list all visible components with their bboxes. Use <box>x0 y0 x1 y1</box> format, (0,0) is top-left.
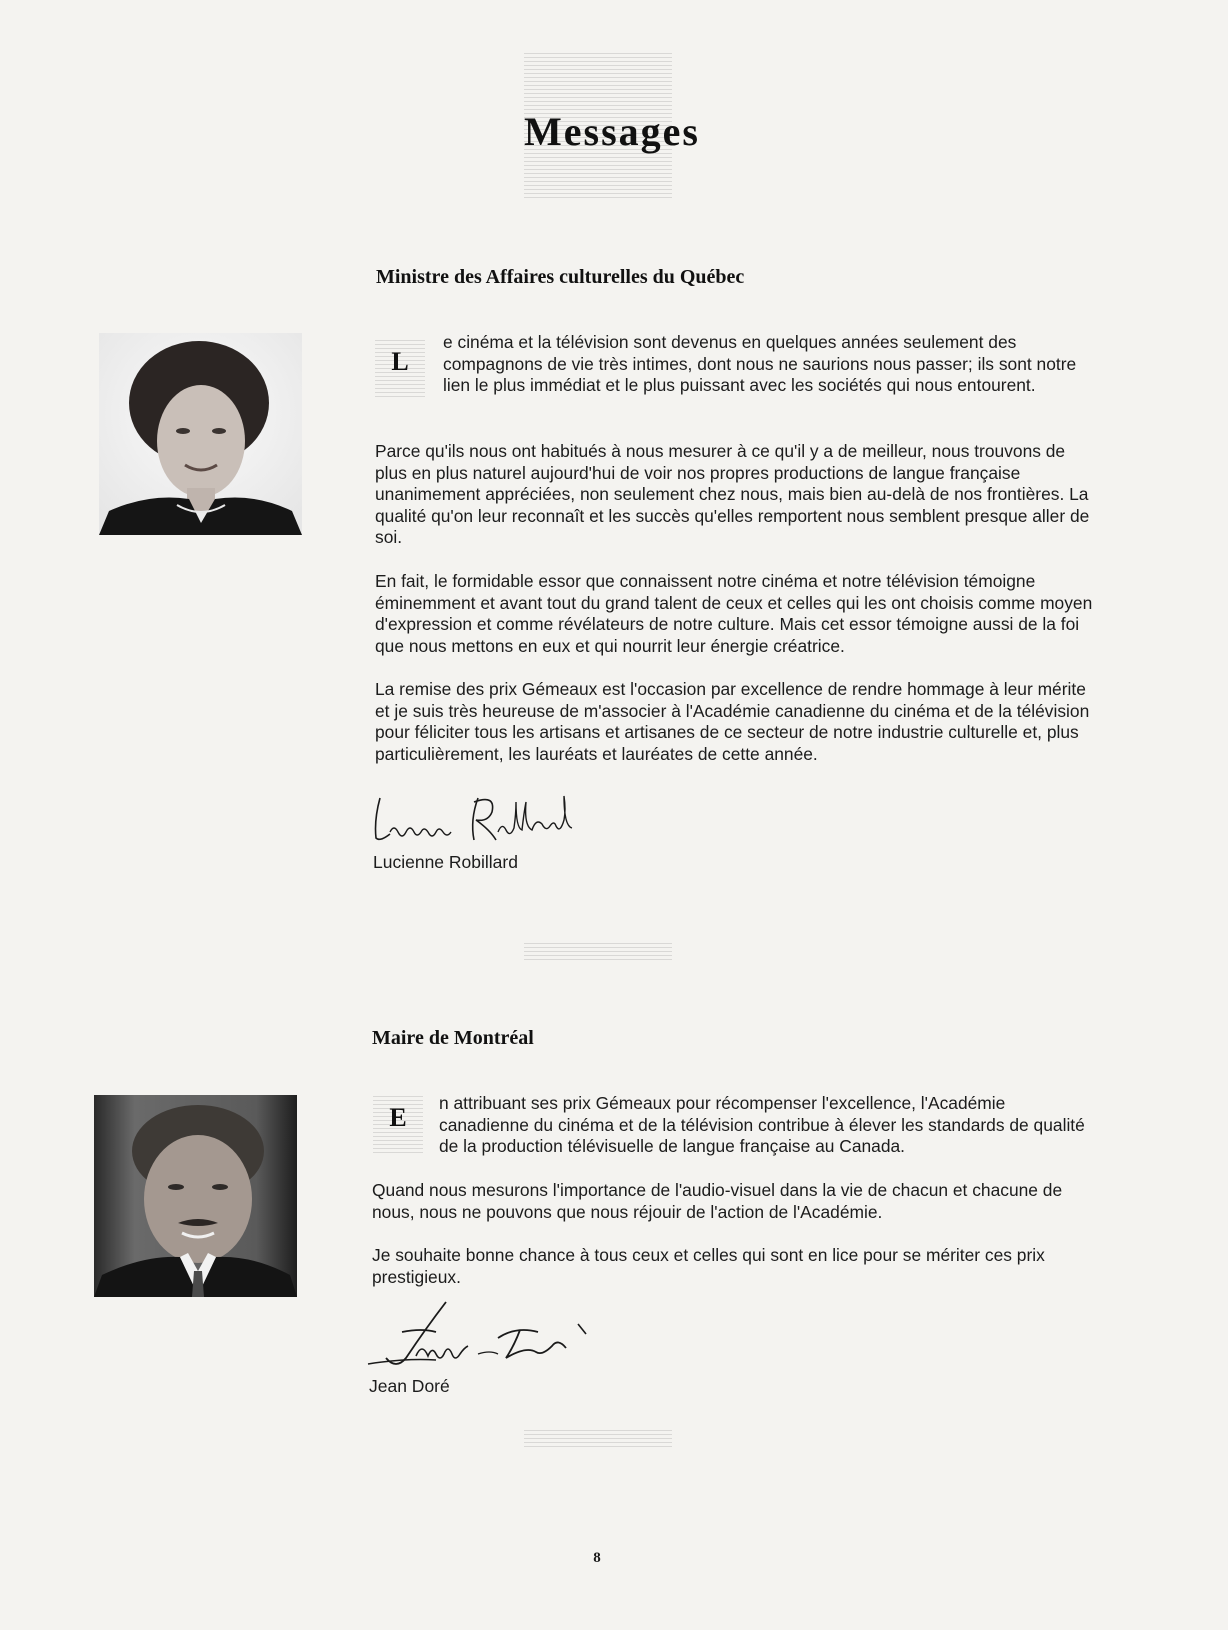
section-heading-minister: Ministre des Affaires culturelles du Québec <box>376 266 745 288</box>
handwritten-signature-image <box>366 1298 606 1378</box>
title-wave-block <box>524 52 700 198</box>
section1-paragraph-4: La remise des prix Gémeaux est l'occasion par excellence de rendre hommage à leur mérite et je suis très heureuse de m'associer à l'Académie canadienne du cinéma et de la télévision pour féliciter tous les artisans et artisanes de ce secteur de notre industrie culturelle et, plus particulièrement, les lauréats et lauréates de cette année. <box>375 679 1090 764</box>
page-number: 8 <box>593 1550 601 1566</box>
drop-cap-letter: L <box>391 347 409 376</box>
page-title: Messages <box>524 109 700 154</box>
drop-cap-box <box>373 1093 423 1153</box>
section1-first-paragraph: e cinéma et la télévision sont devenus en quelques années seulement des compagnons de vie très intimes, dont nous ne saurions nous passer; ils sont notre lien le plus immédiat et le plus puissant avec les sociétés qui nous entourent. <box>443 332 1077 395</box>
signatory-name: Jean Doré <box>369 1376 450 1396</box>
section1-paragraph-2: Parce qu'ils nous ont habitués à nous mesurer à ce qu'il y a de meilleur, nous trouvons de plus en plus naturel aujourd'hui de voir nos propres productions de langue française unanimement appréciées, non seulement chez nous, mais bien au-delà de nos frontières. La qualité qu'on leur reconnaît et les succès qu'elles remportent nous semblent presque aller de soi. <box>375 441 1090 547</box>
signatory-name: Lucienne Robillard <box>373 852 518 872</box>
section2-paragraph-2: Quand nous mesurons l'importance de l'audio-visuel dans la vie de chacun et chacune de nous, nous ne pouvons que nous réjouir de l'action de l'Académie. <box>372 1180 1063 1222</box>
handwritten-signature-image <box>370 790 610 852</box>
portrait-jean-dore <box>94 1095 297 1297</box>
section-heading-mayor: Maire de Montréal <box>372 1027 534 1049</box>
drop-cap-letter: E <box>389 1103 407 1132</box>
signature-lucienne-robillard <box>370 790 610 852</box>
wave-divider <box>524 1427 672 1447</box>
section1-paragraph-3: En fait, le formidable essor que connaissent notre cinéma et notre télévision témoigne éminemment et avant tout du grand talent de ceux et celles qui les ont choisis comme moyen d'expression et comme révélateurs de notre culture. Mais cet essor témoigne aussi de la foi que nous mettons en eux et qui nourrit leur énergie créatrice. <box>375 571 1093 656</box>
portrait-lucienne-robillard <box>99 333 302 535</box>
signature-jean-dore <box>366 1298 606 1378</box>
drop-cap-box <box>375 337 425 397</box>
section2-first-paragraph: n attribuant ses prix Gémeaux pour récompenser l'excellence, l'Académie canadienne du cinéma et de la télévision contribue à élever les standards de qualité de la production télévisuelle de langue française au Canada. <box>439 1093 1085 1156</box>
portrait-woman-image <box>99 333 302 535</box>
portrait-man-image <box>94 1095 297 1297</box>
wave-divider <box>524 940 672 960</box>
section2-paragraph-3: Je souhaite bonne chance à tous ceux et celles qui sont en lice pour se mériter ces prix prestigieux. <box>372 1245 1045 1287</box>
